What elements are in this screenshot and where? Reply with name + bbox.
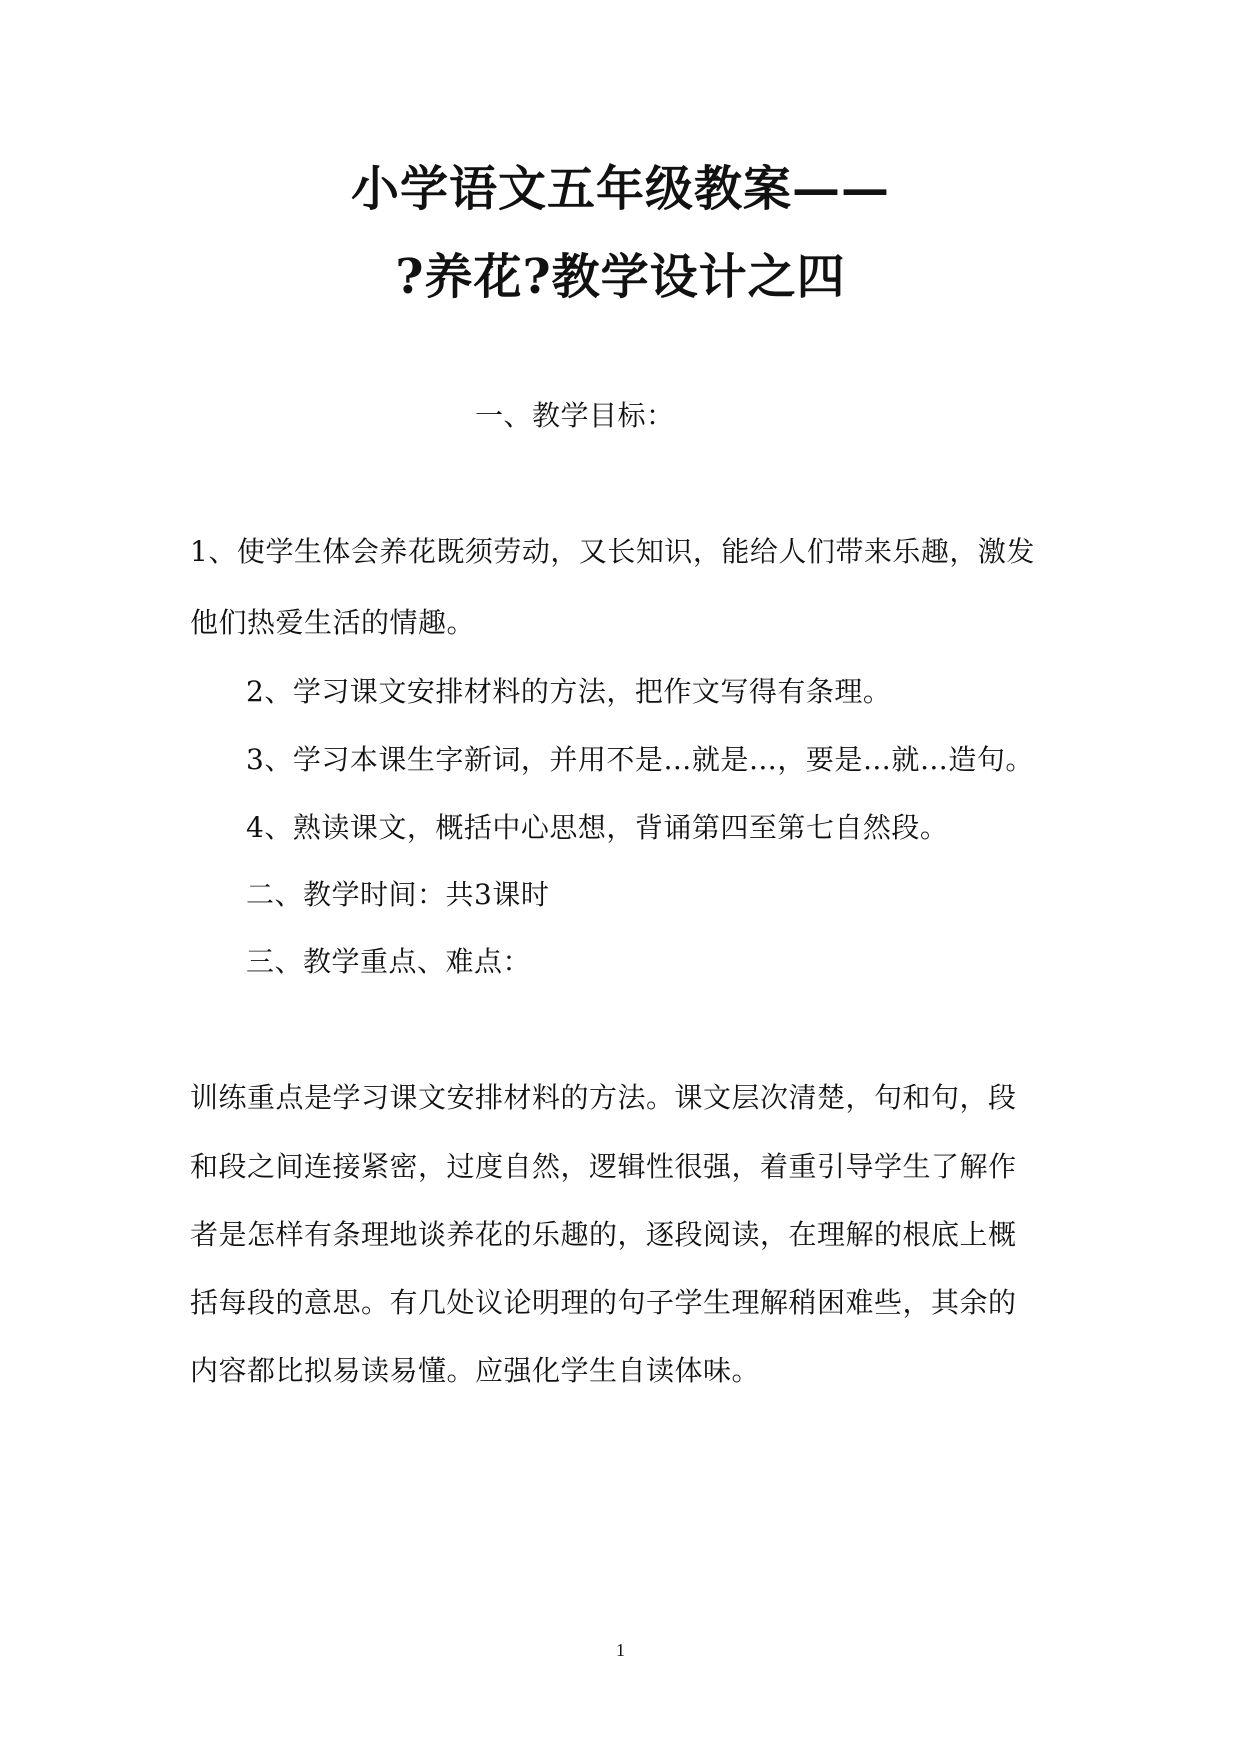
goal-line-1-continued: 他们热爱生活的情趣。 xyxy=(190,606,476,639)
goal-line-1: 1、使学生体会养花既须劳动，又长知识，能给人们带来乐趣，激发 xyxy=(190,535,1035,568)
section-heading-teaching-time: 二、教学时间：共3课时 xyxy=(246,878,550,911)
paragraph-line-3: 者是怎样有条理地谈养花的乐趣的，逐段阅读，在理解的根底上概 xyxy=(190,1218,1017,1251)
goal-line-3: 3、学习本课生字新词，并用不是…就是…，要是…就…造句。 xyxy=(246,743,1034,776)
paragraph-line-5: 内容都比拟易读易懂。应强化学生自读体味。 xyxy=(190,1354,761,1387)
paragraph-line-4: 括每段的意思。有几处议论明理的句子学生理解稍困难些，其余的 xyxy=(190,1286,1017,1319)
section-heading-teaching-goals: 一、教学目标： xyxy=(475,399,675,432)
section-heading-key-points: 三、教学重点、难点： xyxy=(246,945,532,978)
document-title-line-1: 小学语文五年级教案—— xyxy=(350,161,890,217)
paragraph-line-1: 训练重点是学习课文安排材料的方法。课文层次清楚，句和句，段 xyxy=(190,1081,1017,1114)
goal-line-2: 2、学习课文安排材料的方法，把作文写得有条理。 xyxy=(246,675,892,708)
document-title-line-2: ?养花?教学设计之四 xyxy=(395,249,846,305)
goal-line-4: 4、熟读课文，概括中心思想，背诵第四至第七自然段。 xyxy=(246,811,949,844)
page-number: 1 xyxy=(616,1640,625,1660)
paragraph-line-2: 和段之间连接紧密，过度自然，逻辑性很强，着重引导学生了解作 xyxy=(190,1150,1017,1183)
